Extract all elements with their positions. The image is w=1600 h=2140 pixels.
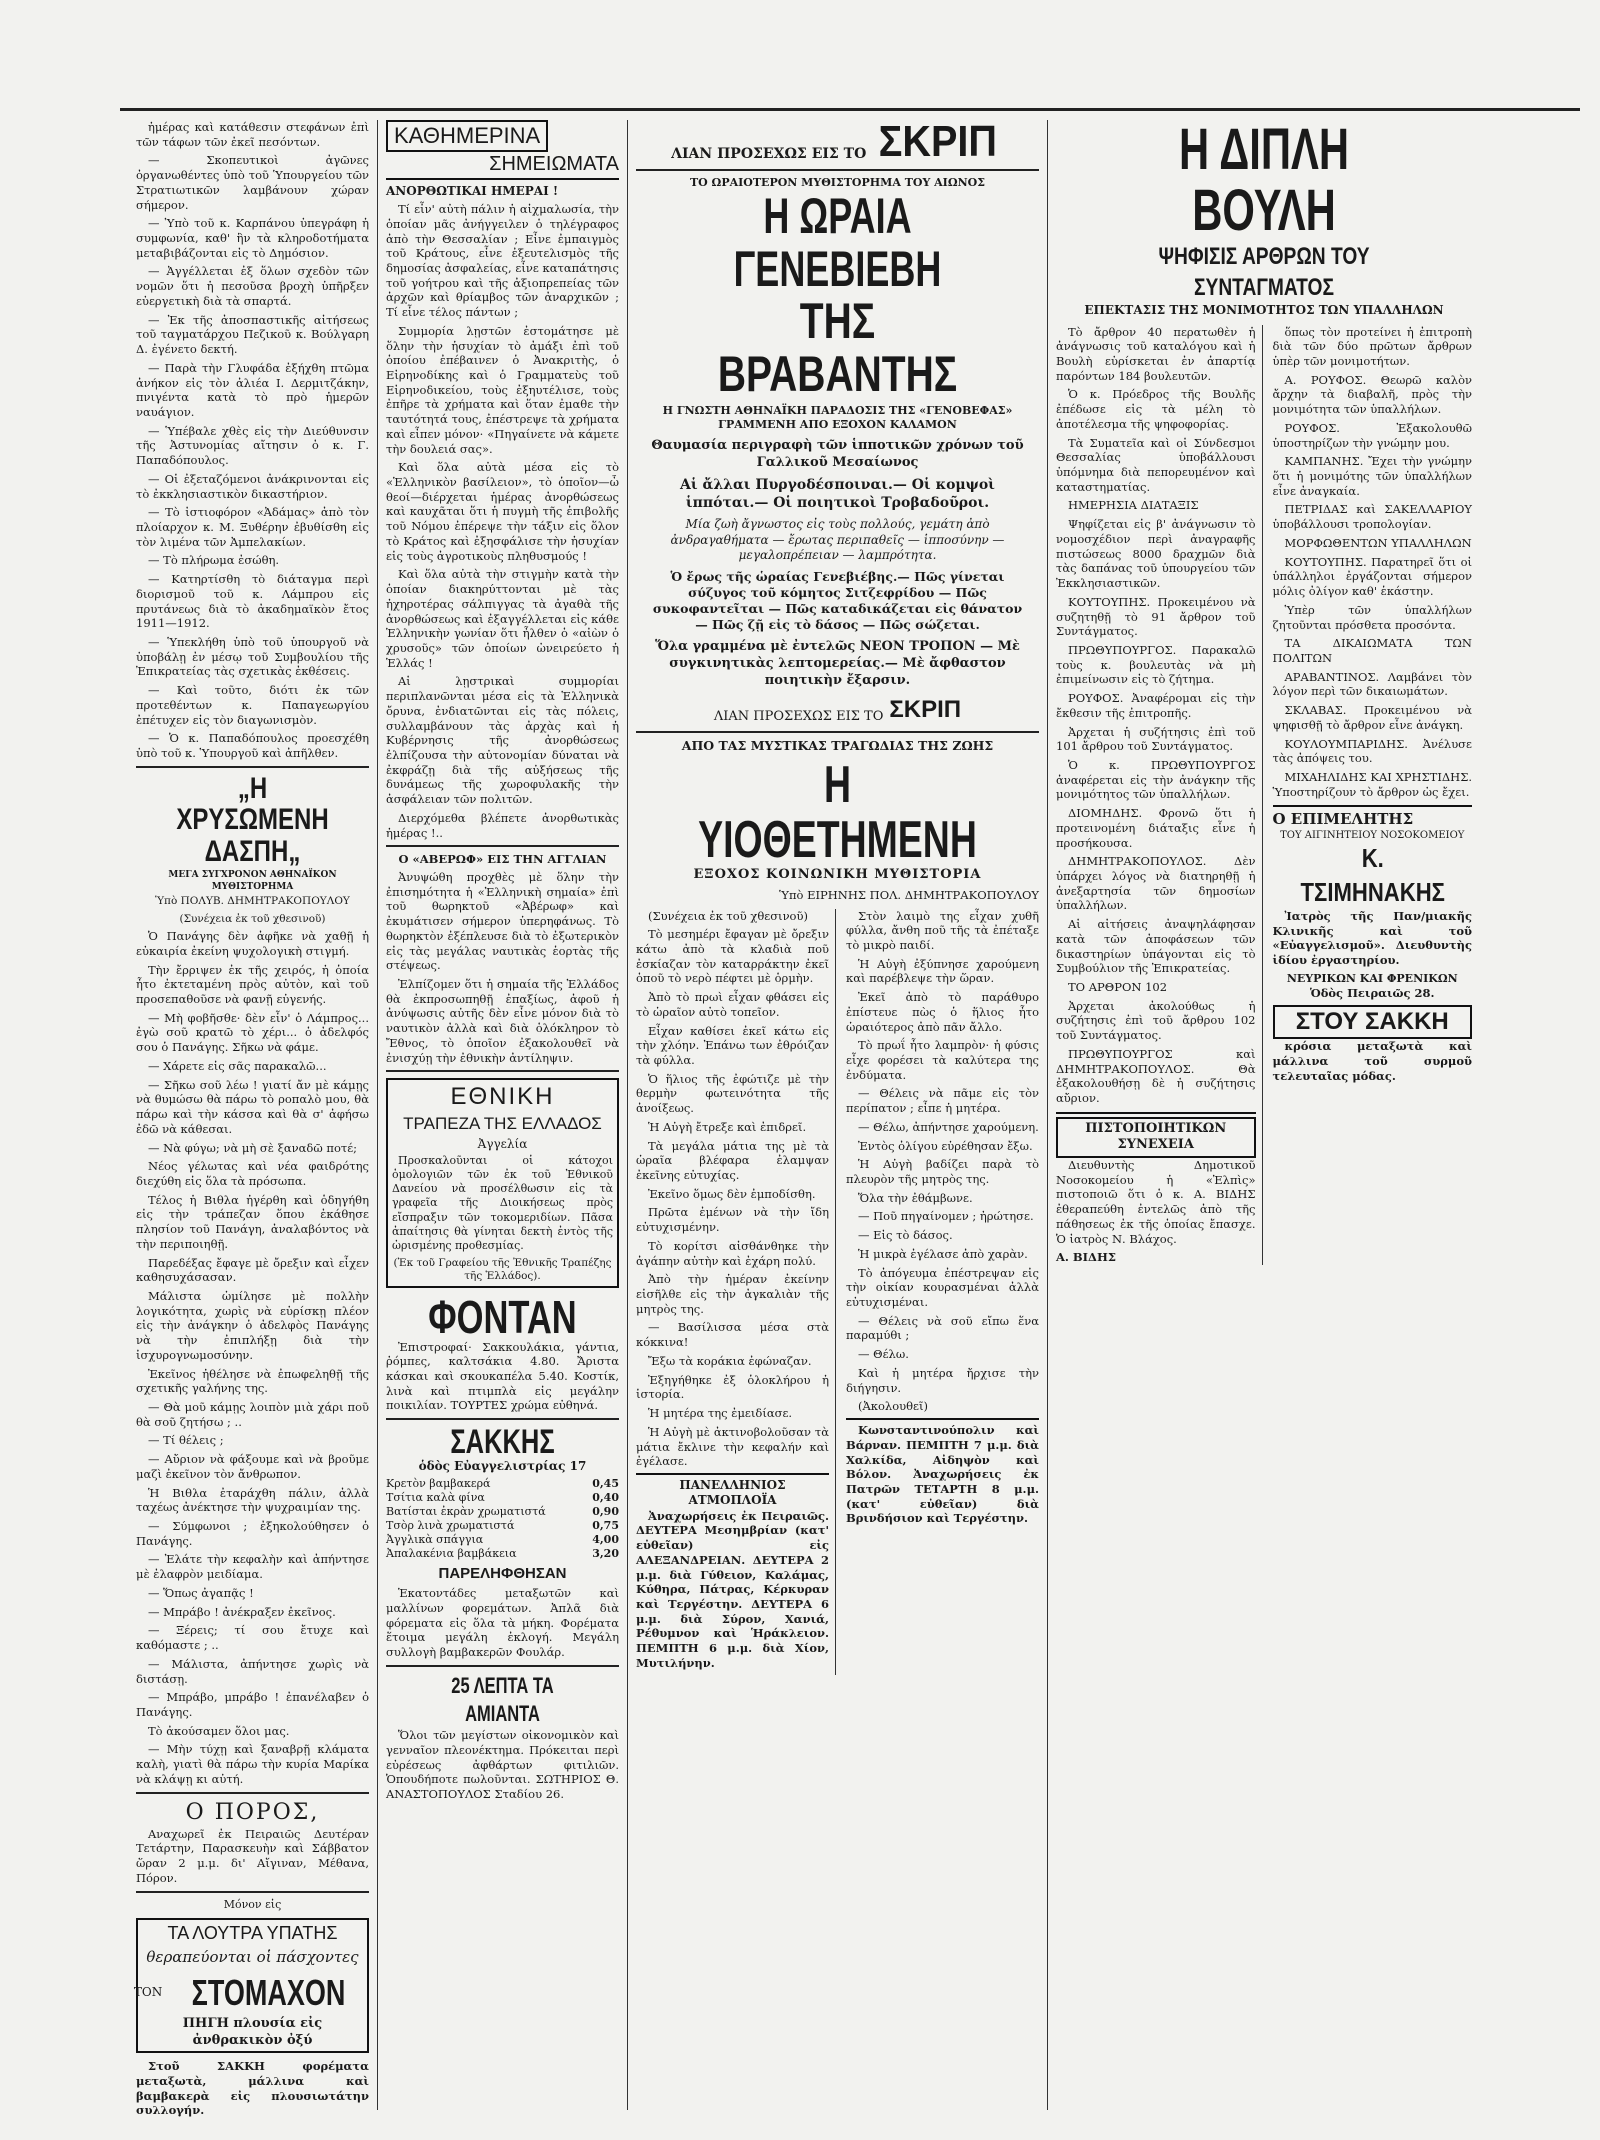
doctor-address: Ὁδὸς Πειραιῶς 28. bbox=[1309, 985, 1435, 1000]
news-item: ἡμέρας καὶ κατάθεσιν στεφάνων ἐπὶ τῶν τάφων τῶν ἐκεῖ πεσόντων. bbox=[136, 120, 369, 149]
news-item: — Ἐκ τῆς ἀποσπαστικῆς αἰτήσεως τοῦ ταγματάρχου Πεζικοῦ κ. Βούλγαρη Δ. ἐγένετο δεκτή. bbox=[136, 312, 369, 357]
article-paragraph: ΡΟΥΦΟΣ. Ἐξακολουθῶ ὑποστηρίζων τὴν γνώμην μου. bbox=[1272, 420, 1472, 450]
article-left bbox=[1056, 325, 1263, 1266]
bank-text: Προσκαλοῦνται οἱ κάτοχοι ὁμολογιῶν τῶν ἐκ τοῦ Ἐθνικοῦ Δανείου νὰ προσέλθωσιν εἰς τὰ γραφεῖα τῆς Διοικήσεως πρὸς εἴσπραξιν τῶν τοκομεριδίων. Πᾶσα ἀπαίτησις θὰ γίνηται δεκτὴ ἐντὸς τῆς ὡρισμένης προθεσμίας. bbox=[392, 1154, 613, 1252]
serial-paragraph: — Μπράβο, μπράβο ! ἐπανέλαβεν ὁ Πανάγης. bbox=[136, 1690, 369, 1719]
price-value: 0,40 bbox=[592, 1490, 619, 1504]
serial-paragraph: Ἡ Βιθλα ἐταράχθη πάλιν, ἀλλὰ ταχέως ἀνέκτησε τὴν ψυχραιμίαν της. bbox=[136, 1485, 369, 1515]
price-value: 3,20 bbox=[592, 1546, 619, 1560]
genevieve-title: Η ΩΡΑΙΑ ΓΕΝΕΒΙΕΒΗ bbox=[733, 188, 942, 297]
genevieve-line3: Μία ζωὴ ἄγνωστος εἰς τοὺς πολλούς, γεμάτη ἀπὸ ἀνδραγαθήματα — ἔρωτας περιπαθεῖς — ἱπποσύνην — μεγαλοπρέπειαν — λαμπρότητα. bbox=[670, 517, 1005, 563]
news-item: — Κατηρτίσθη τὸ διάταγμα περὶ διορισμοῦ τοῦ κ. Λάμπρου εἰς πρυτάνεως διὰ τὸ ἀκαδημαϊκὸν ἔτος 1911—1912. bbox=[136, 572, 369, 631]
sakki-text: κρόσια μεταξωτὰ καὶ μάλλινα τοῦ συρμοῦ τελευταῖας μόδας. bbox=[1272, 1039, 1472, 1083]
price-value: 0,90 bbox=[592, 1504, 619, 1518]
editorial-paragraph: Διερχόμεθα βλέπετε ἀνορθωτικὰς ἡμέρας !.. bbox=[386, 810, 619, 840]
top-rule bbox=[120, 108, 1580, 111]
genevieve-title2: ΤΗΣ ΒΡΑΒΑΝΤΗΣ bbox=[717, 293, 958, 402]
price-item: Κρετὸν βαμβακερά bbox=[386, 1476, 491, 1490]
price-item: Ἀπαλακένια βαμβάκεια bbox=[386, 1546, 517, 1560]
article-paragraph: ΠΕΤΡΙΔΑΣ καὶ ΣΑΚΕΛΛΑΡΙΟΥ ὑποβάλλουσι τροπολογίαν. bbox=[1272, 502, 1472, 532]
genevieve-line5: Ὅλα γραμμένα μὲ ἐντελῶς ΝΕΟΝ ΤΡΟΠΟΝ — Μὲ συγκινητικὰς λεπτομερείας.— Μὲ ἄφθαστον ποιητικὴν ἔξαρσιν. bbox=[655, 639, 1020, 688]
divider bbox=[386, 1665, 619, 1667]
serial-paragraph: — Εἰς τὸ δάσος. bbox=[858, 1228, 953, 1243]
doctor-ad bbox=[1273, 805, 1473, 1083]
ad-only-at: Μόνον εἰς bbox=[223, 1897, 282, 1911]
bank-title: ΕΘΝΙΚΗ bbox=[450, 1083, 555, 1111]
serial-paragraph: — Βασίλισσα μέσα στὰ κόκκινα! bbox=[636, 1320, 829, 1350]
main-headline: Η ΔΙΠΛΗ ΒΟΥΛΗ bbox=[1178, 117, 1349, 243]
serial-paragraph: Ἡ Αὐγὴ ἐξύπνησε χαρούμενη καὶ παρέβλεψε τὴν ὥραν. bbox=[846, 956, 1039, 986]
divider bbox=[636, 731, 1039, 733]
loutra-spring: ΠΗΓΗ πλουσία εἰς ἀνθρακικὸν ὀξύ bbox=[182, 2015, 323, 2048]
serial-over: ΑΠΟ ΤΑΣ ΜΥΣΤΙΚΑΣ ΤΡΑΓΩΔΙΑΣ ΤΗΣ ΖΩΗΣ bbox=[681, 737, 994, 753]
divider bbox=[386, 845, 619, 847]
news-paragraph: Ἀνυψώθη προχθὲς μὲ ὅλην τὴν ἐπισημότητα ἡ «Ἑλληνικὴ σημαία» ἐπὶ τοῦ θωρηκτοῦ «Ἀβέρωφ» καὶ ἐκυμάτισεν σήμερον ὑπερηφάνως. Τὸ θωρηκτὸν ἐξέπλευσε διὰ τὸ ἐξωτερικὸν εἰς τὰς μεγάλας ναυτικὰς ἑορτὰς τῆς στέψεως. bbox=[386, 870, 619, 973]
serial-paragraph: (Συνέχεια ἐκ τοῦ χθεσινοῦ) bbox=[648, 908, 808, 923]
serial-paragraph: — Ἐλάτε τὴν κεφαλὴν καὶ ἀπήντησε μὲ ἐλαφρὸν μειδίαμα. bbox=[136, 1552, 369, 1582]
article-paragraph: Τὰ Συματεῖα καὶ οἱ Σύνδεσμοι Θεσσαλίας ὑποβάλλουσι ὑπόμνημα διὰ πεπορευμένον καὶ καταστηματίας. bbox=[1056, 435, 1256, 494]
serial-paragraph: Τὴν ἔρριψεν ἐκ τῆς χειρός, ἡ ὁποία ἦτο ἐκτεταμένη πρὸς αὐτὸν, καὶ τοῦ προσεπαθοῦσε νὰ φανῇ εὐγενής. bbox=[136, 962, 369, 1007]
article-paragraph: ΜΟΡΦΩΘΕΝΤΩΝ ΥΠΑΛΛΗΛΩΝ bbox=[1284, 535, 1472, 550]
cert-ad bbox=[1056, 1112, 1256, 1265]
news-item: — Σκοπευτικοὶ ἀγῶνες ὀργανωθέντες ὑπὸ τοῦ Ὑπουργείου τῶν Στρατιωτικῶν λαμβάνουν χώραν σήμερον. bbox=[136, 153, 369, 212]
article-columns bbox=[1056, 325, 1472, 1266]
serial-right bbox=[846, 909, 1039, 1675]
main-sub2: ΕΠΕΚΤΑΣΙΣ ΤΗΣ ΜΟΝΙΜΟΤΗΤΟΣ ΤΩΝ ΥΠΑΛΛΗΛΩΝ bbox=[1084, 303, 1444, 318]
serial-paragraph: Ἐντὸς ὀλίγου εὑρέθησαν ἔξω. bbox=[858, 1138, 1033, 1153]
skrip-footer bbox=[636, 695, 1039, 726]
news-item: — Τὸ ἰστιοφόρον «Ἀδάμας» ἀπὸ τὸν πλοίαρχον κ. Μ. Ξυθέρην ἐβυθίσθη εἰς τὸν λιμένα τῶν Ἀμπελακίων. bbox=[136, 505, 369, 549]
main-subheadline: ΨΗΦΙΣΙΣ ΑΡΘΡΩΝ ΤΟΥ ΣΥΝΤΑΓΜΑΤΟΣ bbox=[1158, 242, 1370, 301]
article-paragraph: ΚΟΥΛΟΥΜΠΑΡΙΔΗΣ. Ἀνέλυσε τὰς ἀπόψεις του. bbox=[1272, 736, 1472, 766]
genevieve-line2: Αἱ ἄλλαι Πυργοδέσποιναι.— Οἱ κομψοὶ ἱππόται.— Οἱ ποιητικοὶ Τροβαδοῦροι. bbox=[680, 477, 995, 512]
editorial-paragraph: Συμμορία λῃστῶν ἐστομάτησε μὲ ὅλην τὴν ἡσυχίαν τὸ ἀμάξι ἐπὶ τοῦ ὁποίου ἐπέβαινεν ὁ Ἀνακριτὴς, ὁ Εἰρηνοδίκης καὶ ὁ Γραμματεὺς τοῦ Εἰρηνοδικείου, τοὺς ἐξηυτέλισε, τοὺς ἐπῆρε τὰ χρήματα καὶ ὅταν ἐμαθε τὴν ταυτότητά τους, ἐπέστρεψε τὰ χρήματα καὶ εἶπεν μόνον· «Πηγαίνετε νὰ κάμετε τὴν δουλειά σας». bbox=[386, 323, 619, 456]
serial-paragraph: Τὸ ἀπόγευμα ἐπέστρεψαν εἰς τὴν οἰκίαν κουρασμέναι ἀλλὰ εὐτυχισμέναι. bbox=[846, 1265, 1039, 1310]
news-item: — Καὶ τοῦτο, διότι ἐκ τῶν προτεθέντων κ. Παπαγεωργίου ἐπέτυχεν εἰς τὸν διαγωνισμὸν. bbox=[136, 683, 369, 727]
serial-paragraph: Ἡ Αὐγὴ μὲ ἀκτινοβολοῦσαν τὰ μάτια ἔκλινε τὴν κεφαλήν καὶ ἐγέλασε. bbox=[636, 1424, 829, 1469]
price-row bbox=[386, 1547, 619, 1561]
article-paragraph: ΠΡΩΘΥΠΟΥΡΓΟΣ. Παρακαλῶ τοὺς κ. βουλευτὰς νὰ μὴ ἐπιμείνωσιν εἰς τὸ ζήτημα. bbox=[1056, 642, 1256, 687]
serial-paragraph: Ἐκεῖνος ἠθέλησε νὰ ἐπωφεληθῇ τῆς σχετικῆς γαλήνης της. bbox=[136, 1366, 369, 1396]
sakkis-title: ΣΑΚΚΗΣ bbox=[450, 1423, 555, 1462]
article-paragraph: ΡΟΥΦΟΣ. Ἀναφέρομαι εἰς τὴν ἔκθεσιν τῆς ἐπιτροπῆς. bbox=[1056, 691, 1256, 720]
column-1 bbox=[128, 120, 378, 2118]
bank-ad bbox=[386, 1078, 619, 1287]
news-item: — Ἀγγέλλεται ἐξ ὅλων σχεδὸν τῶν νομῶν ὅτι ἡ πεσοῦσα βροχὴ ὑπῆρξεν εὐεργετικὴ διὰ τὰ σπαρτά. bbox=[136, 264, 369, 308]
serial-paragraph: — Τί θέλεις ; bbox=[148, 1433, 224, 1448]
serial-author: Ὑπὸ ΠΟΛΥΒ. ΔΗΜΗΤΡΑΚΟΠΟΥΛΟΥ bbox=[155, 895, 350, 908]
article-paragraph: Ὁ κ. Πρόεδρος τῆς Βουλῆς ἐπέδωσε εἰς τὰ μέλη τὸ ἀποτέλεσμα τῆς ψηφοφορίας. bbox=[1056, 387, 1256, 431]
loutra-cure: θεραπεύονται οἱ πάσχοντες bbox=[146, 1947, 359, 1966]
fontan-title: ΦΟΝΤΑΝ bbox=[428, 1290, 577, 1343]
article-paragraph: Α. ΡΟΥΦΟΣ. Θεωρῶ καλὸν ἄρχην τὰ διαβαλῆ, πρὸς τὴν μονιμότητα τῶν ὑπαλλήλων. bbox=[1272, 372, 1472, 417]
skrip-footer-text: ΛΙΑΝ ΠΡΟΣΕΧΩΣ ΕΙΣ ΤΟ bbox=[713, 709, 884, 725]
serial-paragraph: Ἀπὸ τὸ πρωὶ εἶχαν φθάσει εἰς τὸ ὡραῖον αὐτὸ τοπεῖον. bbox=[636, 990, 829, 1019]
price-item: Βατίσται ἐκρὰν χρωματιστά bbox=[386, 1504, 546, 1518]
serial-paragraph: Ὁ ἥλιος τῆς ἐφώτιζε μὲ τὴν θερμὴν φωτεινότητα τῆς ἀνοίξεως. bbox=[636, 1071, 829, 1116]
serial-paragraph: Ἡ μητέρα της ἐμειδίασε. bbox=[648, 1406, 793, 1421]
doctor-title: Ο ΕΠΙΜΕΛΗΤΗΣ bbox=[1272, 810, 1414, 829]
price-row bbox=[386, 1477, 619, 1491]
article-paragraph: Ὁ κ. ΠΡΩΘΥΠΟΥΡΓΟΣ ἀναφέρεται εἰς τὴν ἀνάγκην τῆς μονιμότητος τῶν ὑπαλλήλων. bbox=[1056, 757, 1256, 802]
article-paragraph: ΗΜΕΡΗΣΙΑ ΔΙΑΤΑΞΙΣ bbox=[1068, 498, 1199, 513]
editorial-paragraph: Τί εἶν' αὐτὴ πάλιν ἡ αἰχμαλωσία, τὴν ὁποίαν μᾶς ἀνήγγειλεν ὁ τηλέγραφος ἀπὸ τὴν Θεσσαλίαν ; Εἶνε ἐμπαιγμὸς τοῦ Κράτους, εἶνε ἐξευτελισμὸς τῆς δημοσίας ἀσφαλείας, εἶνε καταπάτησις τοῦ γοήτρου καὶ τῆς ἀξιοπρεπείας τῶν ἀρχῶν καὶ θρίαμβος τῶν ἀναρχικῶν ; Τί εἶνε τέλος πάντων ; bbox=[386, 202, 619, 320]
skrip-header-text: ΛΙΑΝ ΠΡΟΣΕΧΩΣ ΕΙΣ ΤΟ bbox=[671, 146, 867, 163]
price-row bbox=[386, 1519, 619, 1533]
serial-paragraph: Ὅλα τὴν ἐθάμβωνε. bbox=[858, 1190, 973, 1205]
fontan-text: Ἐπιστροφαί· Σακκουλάκια, γάντια, ῥόμπες, καλτσάκια 4.80. Ἄριστα κάσκαι καὶ σκουκαπέλα 5.40. Κοστίκ, λινὰ καὶ πτιμπλὰ εἰς μεγάλην ποικιλίαν. ΤΟΥΡΤΕΣ χρώμα εὐθηνά. bbox=[386, 1339, 619, 1413]
genevieve-desc: Η ΓΝΩΣΤΗ ΑΘΗΝΑΪΚΗ ΠΑΡΑΔΟΣΙΣ ΤΗΣ «ΓΕΝΟΒΕΦΑΣ» ΓΡΑΜΜΕΝΗ ΑΠΟ ΕΞΟΧΟΝ ΚΑΛΑΜΟΝ bbox=[662, 404, 1013, 432]
article-paragraph: ΠΡΩΘΥΠΟΥΡΓΟΣ καὶ ΔΗΜΗΤΡΑΚΟΠΟΥΛΟΣ. Θὰ ἐξακολουθήσῃ δὲ ἡ συζήτησις αὔριον. bbox=[1056, 1046, 1256, 1106]
serial-paragraph: — Ξέρεις; τί σου ἔτυχε καὶ καθόμαστε ; .. bbox=[136, 1623, 369, 1653]
serial-paragraph: — Ποῦ πηγαίνομεν ; ἠρώτησε. bbox=[858, 1209, 1034, 1224]
serial-paragraph: Ἡ Αὐγὴ ἔτρεξε καὶ ἐπιδρεῖ. bbox=[648, 1119, 807, 1134]
serial-paragraph: — Νὰ φύγω; νὰ μὴ σὲ ξαναδῶ ποτέ; bbox=[148, 1140, 358, 1155]
serial-columns bbox=[636, 909, 1039, 1675]
news-item: — Ὑπὸ τοῦ κ. Καρπάνου ὑπεγράφη ἡ συμφωνία, καθ' ἣν τὰ κληροδοτήματα μεταβιβάζονται εἰς τὸ Δημόσιον. bbox=[136, 216, 369, 260]
serial-paragraph: Παρεδέξας ἔφαγε μὲ ὄρεξιν καὶ εἶχεν καθησυχάσασαν. bbox=[136, 1255, 369, 1285]
price-value: 0,45 bbox=[592, 1476, 619, 1490]
serial-continuation: (Συνέχεια ἐκ τοῦ χθεσινοῦ) bbox=[179, 912, 326, 925]
news-item: — Παρὰ τὴν Γλυφάδα ἐξήχθη πτῶμα ἀνήκον εἰς τὸν ἀλιέα Ι. Δερμιτζάκην, πνιγέντα κατὰ τὸ πρὸ ἡμερῶν ναυάγιον. bbox=[136, 360, 369, 419]
skrip-header bbox=[636, 117, 1039, 166]
price-value: 4,00 bbox=[592, 1532, 619, 1546]
serial-paragraph: — Σύμφωνοι ; ἐξηκολούθησεν ὁ Πανάγης. bbox=[136, 1519, 369, 1548]
doctor-sub: ΤΟΥ ΑΙΓΙΝΗΤΕΙΟΥ ΝΟΣΟΚΟΜΕΙΟΥ bbox=[1280, 829, 1465, 841]
ship-ad bbox=[636, 1473, 829, 1671]
article-paragraph: ὅπως τὸν προτείνει ἡ ἐπιτροπὴ διὰ τῶν δύο πρῶτων ἄρθρων ὑπὲρ τῶν μονιμοτήτων. bbox=[1272, 324, 1472, 369]
amianta-title: 25 ΛΕΠΤΑ ΤΑ ΑΜΙΑΝΤΑ bbox=[451, 1672, 554, 1726]
cert-text: Διευθυντὴς Δημοτικοῦ Νοσοκομείου ἡ «Ἐλπὶς» πιστοποιῶ ὅτι ὁ κ. Α. ΒΙΔΗΣ ἐθεραπεύθη ἐντελῶς ἀπὸ τῆς πάθησεως ἐκ τῆς ὁποίας ἔπασχε. Ὁ ἰατρὸς Ν. Βλάχος. bbox=[1056, 1158, 1256, 1246]
serial-paragraph: — Θέλω, ἀπήντησε χαρούμενη. bbox=[858, 1119, 1039, 1134]
poros-text: Αναχωρεῖ ἐκ Πειραιῶς Δευτέραν Τετάρτην, Παρασκευὴν καὶ Σάββατον ὥραν 2 μ.μ. δι' Αἴγιναν, Μέθανα, Πόρον. bbox=[136, 1826, 369, 1885]
bank-title2: ΤΡΑΠΕΖΑ ΤΗΣ ΕΛΛΑΔΟΣ bbox=[403, 1114, 602, 1134]
price-item: Ἀγγλικὰ σπάγγια bbox=[386, 1532, 484, 1546]
serial-paragraph: — Μάλιστα, ἀπήντησε χωρὶς νὰ διστάσῃ. bbox=[136, 1656, 369, 1686]
serial-paragraph: Τὸ μεσημέρι ἔφαγαν μὲ ὄρεξιν κάτω ἀπὸ τὰ κλαδιὰ ποῦ ἐσκίαζαν τὸν καταρράκτην ἐκεῖ ὁποῦ τὸ νερὸ πέφτει μὲ ὁρμὴν. bbox=[636, 927, 829, 986]
loutra-title: ΤΑ ΛΟΥΤΡΑ ΥΠΑΤΗΣ bbox=[167, 1922, 338, 1943]
ship-text-2: Κωνσταντινούπολιν καὶ Βάρναν. ΠΕΜΠΤΗ 7 μ.μ. διὰ Χαλκίδα, Αἰδηψὸν καὶ Βόλον. Ἀναχωρήσεις ἐκ Πατρῶν ΤΕΤΑΡΤΗ 8 μ.μ. (κατ' εὐθεῖαν) διὰ Βρινδήσιον καὶ Τεργέστην. bbox=[846, 1418, 1039, 1526]
sakkis-arrived: ΠΑΡΕΛΗΦΘΗΣΑΝ bbox=[438, 1565, 567, 1583]
serial-paragraph: Στὸν λαιμὸ της εἶχαν χυθῆ φύλλα, ἄνθη ποῦ τῆς τὰ ἐπέταξε τὸ μικρὸ παιδί. bbox=[846, 908, 1039, 952]
article-paragraph: Ἀρχεται ἡ συζήτησις ἐπὶ τοῦ 101 ἄρθρου τοῦ Συντάγματος. bbox=[1056, 724, 1256, 754]
serial-paragraph: (Ἀκολουθεῖ) bbox=[858, 1399, 928, 1414]
serial-title: „Η ΧΡΥΣΩΜΕΝΗ ΔΑΣΠΗ„ bbox=[176, 771, 329, 868]
news-item: — Ὑπέβαλε χθὲς εἰς τὴν Διεύθυνσιν τῆς Ἀστυνομίας αἴτησιν ὁ κ. Γ. Παπαδόπουλος. bbox=[136, 423, 369, 468]
divider bbox=[386, 1418, 619, 1420]
serial-paragraph: Τὸ πρωΐ ἦτο λαμπρὸν· ἡ φύσις εἶχε φορέσει τὰ καλύτερα της ἐνδύματα. bbox=[846, 1038, 1039, 1082]
sakkis-ad: Στοῦ ΣΑΚΚΗ φορέματα μεταξωτὰ, μάλλινα καὶ βαμβακερὰ εἰς πλουσιωτάτην συλλογήν. bbox=[136, 2059, 369, 2118]
serial-paragraph: Τέλος ἡ Βιθλα ἠγέρθη καὶ ὁδηγήθη εἰς τὴν τράπεζαν ὅπου ἐκάθησε πλησίον τοῦ Πανάγη, ἀναλαβόντος νὰ τὴν περιποιηθῇ. bbox=[136, 1192, 369, 1251]
price-item: Τσίτια καλὰ φίνα bbox=[386, 1490, 485, 1504]
price-row bbox=[386, 1533, 619, 1547]
serial-paragraph: — Θέλεις νὰ πᾶμε εἰς τὸν περίπατον ; εἶπε ἡ μητέρα. bbox=[846, 1086, 1039, 1116]
bank-sign: (Ἐκ τοῦ Γραφείου τῆς Ἐθνικῆς Τραπέζης τῆς Ἑλλάδος). bbox=[393, 1256, 612, 1283]
news-item: — Τὸ πλήρωμα ἐσώθη. bbox=[148, 553, 280, 568]
price-value: 0,75 bbox=[592, 1518, 619, 1532]
serial-paragraph: Τὸ κορίτσι αἰσθάνθηκε τὴν ἀγάπην αὐτὴν καὶ ἐχάρη πολύ. bbox=[636, 1238, 829, 1268]
stomach-row bbox=[133, 1970, 363, 2016]
article-paragraph: Ὑπὲρ τῶν ὑπαλλήλων ζητοῦνται πρόσθετα προσόντα. bbox=[1272, 602, 1472, 632]
divider bbox=[136, 1792, 369, 1794]
sakkis-address: ὁδὸς Εὐαγγελιστρίας 17 bbox=[418, 1459, 587, 1474]
serial-left bbox=[636, 909, 836, 1675]
skrip-subtitle: ΤΟ ΩΡΑΙΟΤΕΡΟΝ ΜΥΘΙΣΤΟΡΗΜΑ ΤΟΥ ΑΙΩΝΟΣ bbox=[689, 176, 986, 189]
bank-notice: Ἀγγελία bbox=[477, 1136, 528, 1151]
serial-paragraph: — Θὰ μοῦ κάμῃς λοιπὸν μιὰ χάρι ποῦ θὰ σοῦ ζητήσω ; .. bbox=[136, 1400, 369, 1429]
serial-paragraph: Εἶχαν καθίσει ἐκεῖ κάτω εἰς τὴν χλόην. Ἐπάνω των ἐθρόιζαν τὰ φύλλα. bbox=[636, 1023, 829, 1067]
news-item: — Ὑπεκλήθη ὑπὸ τοῦ ὑπουργοῦ νὰ ὑποβάλῃ ἐν μέσῳ τοῦ Συμβουλίου τῆς Ἐπικρατείας τὰς σχετικὰς ἐκθέσεις. bbox=[136, 635, 369, 679]
article-right bbox=[1273, 325, 1473, 1266]
serial-paragraph: Τὰ μεγάλα μάτια της μὲ τὰ ὡραῖα βλέφαρα ἐλαμψαν ἐκεῖνης εὐτυχίας. bbox=[636, 1138, 829, 1182]
serial-paragraph: Ἐκεῖ ἀπὸ τὸ παράθυρο ἐπίστευε πὼς ὁ ἥλιος ἦτο ὡραιότερος ἀπὸ πᾶν ἄλλο. bbox=[846, 990, 1039, 1034]
section-heading: ΑΝΟΡΘΩΤΙΚΑΙ ΗΜΕΡΑΙ ! bbox=[386, 183, 559, 198]
column-3 bbox=[628, 117, 1048, 2110]
price-row bbox=[386, 1491, 619, 1505]
article-paragraph: ΚΟΥΤΟΥΠΗΣ. Παρατηρεῖ ὅτι οἱ ὑπάλληλοι ἐργάζονται σήμερον μόλις ὀλίγον καθ' ἑκάστην. bbox=[1272, 554, 1472, 599]
column-2 bbox=[378, 120, 628, 2110]
section-heading: Ο «ΑΒΕΡΩΦ» ΕΙΣ ΤΗΝ ΑΓΓΛΙΑΝ bbox=[398, 852, 607, 867]
serial-paragraph: — Σῆκω σοῦ λέω ! γιατί ἄν μὲ κάμῃς νὰ θυμώσω θὰ πάρω τὸ ροπαλὸ μου, θὰ πάρω καὶ τὴν κάσσα καὶ θὰ σ' ἀφήσω ἐδῶ νὰ κάθεσαι. bbox=[136, 1077, 369, 1136]
serial-paragraph: Ὁ Πανάγης δὲν ἀφῆκε νὰ χαθῇ ἡ εὐκαιρία ἐκείνη ψυχολογικὴ στιγμή. bbox=[136, 929, 369, 958]
ship-title: ΠΑΝΕΛΛΗΝΙΟΣ ΑΤΜΟΠΛΟΪΑ bbox=[679, 1477, 786, 1508]
article-paragraph: Ψηφίζεται εἰς β' ἀνάγνωσιν τὸ νομοσχέδιον περὶ ἀναγραφῆς πιστώσεως 8000 δραχμῶν διὰ τὰς δαπάνας τοῦ ὑπουργείου τῶν Ἐκκλησιαστικῶν. bbox=[1056, 517, 1256, 591]
serial-paragraph: Ἔξω τὰ κοράκια ἐφώναζαν. bbox=[648, 1353, 812, 1368]
serial-paragraph: Ἡ Αὐγὴ βαδίζει παρὰ τὸ πλευρὸν τῆς μητρὸς της. bbox=[846, 1157, 1039, 1186]
ship-text: Ἀναχωρήσεις ἐκ Πειραιῶς. ΔΕΥΤΕΡΑ Μεσημβρίαν (κατ' εὐθεῖαν) εἰς ΑΛΕΞΑΝΔΡΕΙΑΝ. ΔΕΥΤΕΡΑ 2 μ.μ. διὰ Γύθειον, Καλάμας, Κύθηρα, Πάτρας, Κέρκυραν καὶ Τεργέστην. ΔΕΥΤΕΡΑ 6 μ.μ. διὰ Σύρον, Χανιά, Ρέθυμνον καὶ Ἡράκλειον. ΠΕΜΠΤΗ 6 μ.μ. διὰ Χίον, Μυτιλήνην. bbox=[636, 1508, 829, 1670]
doctor-spec: ΝΕΥΡΙΚΩΝ ΚΑΙ ΦΡΕΝΙΚΩΝ bbox=[1286, 971, 1458, 985]
serial-paragraph: Ἀπὸ τὴν ἡμέραν ἐκείνην εἰσῆλθε εἰς τὴν ἀγκαλιὰν τῆς μητρὸς της. bbox=[636, 1272, 829, 1316]
serial-paragraph: Ἡ μικρὰ ἐγέλασε ἀπὸ χαρὰν. bbox=[858, 1246, 1028, 1261]
serial-subtitle: ΜΕΓΑ ΣΥΓΧΡΟΝΟΝ ΑΘΗΝΑΪΚΟΝ ΜΥΘΙΣΤΟΡΗΜΑ bbox=[168, 870, 337, 892]
sakki-title: ΣΤΟΥ ΣΑΚΚΗ bbox=[1273, 1005, 1473, 1040]
genevieve-line4: Ὁ ἔρως τῆς ὡραίας Γενεβιέβης.— Πῶς γίνεται σύζυγος τοῦ κόμητος Σιτζεφρίδου — Πῶς συκοφαντεῖται — Πῶς καταδικάζεται εἰς θάνατον — Πῶς ζῇ εἰς τὸ δάσος — Πῶς σώζεται. bbox=[652, 569, 1023, 633]
article-paragraph: ΤΟ ΑΡΘΡΟΝ 102 bbox=[1068, 980, 1168, 995]
serial-paragraph: Τὸ ἀκούσαμεν ὅλοι μας. bbox=[148, 1723, 290, 1738]
serial-title: Η ΥΙΟΘΕΤΗΜΕΝΗ bbox=[698, 755, 977, 869]
serial-paragraph: Ἐξηγήθηκε ἐξ ὁλοκλήρου ἡ ἱστορία. bbox=[636, 1372, 829, 1402]
news-paragraph: Ἐλπίζομεν ὅτι ἡ σημαία τῆς Ἑλλάδος θὰ ἐκπροσωπηθῇ ἐπαξίως, ἀφοῦ ἡ ἀνύψωσις αὐτῆς δὲν εἶνε μόνον διὰ τὸ ναυτικὸν ἀλλὰ καὶ διὰ ὁλόκληρον τὸ Ἔθνος, τὸ ὁποῖον ἐξακολουθεῖ νὰ ἐνισχύῃ τὴν ἐθνικὴν ἀντίληψιν. bbox=[386, 977, 619, 1065]
editorial-paragraph: Αἱ λῃστρικαὶ συμμορίαι περιπλανῶνται μέσα εἰς τὰ Ἑλληνικὰ ὄρυνα, ἐνδιατῶνται εἰς τὰς πόλεις, συλλαμβάνουν τὰς ἀρχὰς καὶ ἡ Κυβέρνησις τῆς ἀνορθώσεως ἐλπίζουσα τὴν αὐτονομίαν δύναται νὰ ἐκφράζῃ διὰ τῆς αὐξήσεως τῆς δυνάμεως τῆς χωροφυλακῆς τὴν ἀσφάλειαν τῶν πολιτῶν. bbox=[386, 674, 619, 807]
serial-paragraph: — Μὴν τύχῃ καὶ ξαναβρῇ κλάματα καλὴ, γιατὶ θὰ πάρω τὴν κυρία Μαρίκα νὰ κλάψῃ κι αὐτή. bbox=[136, 1742, 369, 1786]
serial-paragraph: — Αὔριον νὰ φάξουμε καὶ νὰ βροῦμε μαζὶ ἐκεῖνον τὸν ἄνθρωπον. bbox=[136, 1452, 369, 1481]
price-item: Τσὸρ λινὰ χρωματιστά bbox=[386, 1518, 515, 1532]
article-paragraph: ΤΑ ΔΙΚΑΙΩΜΑΤΑ ΤΩΝ ΠΟΛΙΤΩΝ bbox=[1272, 636, 1472, 665]
article-paragraph: ΣΚΛΑΒΑΣ. Προκειμένου νὰ ψηφισθῇ τὸ ἄρθρον εἶνε ἀνάγκη. bbox=[1272, 703, 1472, 732]
divider bbox=[136, 1891, 369, 1893]
cert-sign: Α. ΒΙΔΗΣ bbox=[1056, 1250, 1116, 1265]
divider bbox=[136, 766, 369, 768]
serial-paragraph: Νέος γέλωτας καὶ νέα φαιδρότης διεχύθη εἰς ὅλα τὰ πρόσωπα. bbox=[136, 1159, 369, 1188]
kathimerina-heading: ΚΑΘΗΜΕΡΙΝΑ bbox=[386, 120, 548, 152]
editorial-paragraph: Καὶ ὅλα αὐτὰ τὴν στιγμὴν κατὰ τὴν ὁποίαν διακηρύττονται μὲ τὰς ἠχηροτέρας σάλπιγγας τὰ ἀγαθὰ τῆς ἀνορθώσεως καὶ ἐξαγγέλλεται εἰς κάθε Ἑλληνικὴν γωνίαν ὅτι ἦλθεν ὁ «αἰὼν ὁ χρυσοῦς» τῶν ὁποίων ὠνειρεύετο ἡ Ἑλλάς ! bbox=[386, 567, 619, 670]
loutra-ad bbox=[133, 1918, 369, 2054]
article-paragraph: ΚΑΜΠΑΝΗΣ. Ἔχει τὴν γνώμην ὅτι ἡ μονιμότης τῶν ὑπαλλήλων εἶνε ἀναγκαία. bbox=[1272, 454, 1472, 498]
cert-title: ΠΙΣΤΟΠΟΙΗΤΙΚΩΝ ΣΥΝΕΧΕΙΑ bbox=[1056, 1117, 1256, 1158]
simeiomata-heading: ΣΗΜΕΙΩΜΑΤΑ bbox=[386, 152, 619, 180]
poros-title: Ο ΠΟΡΟΣ, bbox=[185, 1799, 320, 1825]
serial-paragraph: — Χάρετε εἰς σᾶς παρακαλῶ... bbox=[148, 1058, 327, 1073]
serial-paragraph: — Μὴ φοβῆσθε· δὲν εἶν' ὁ Λάμπρος... ἐγὼ σοῦ κρατῶ τὸ χέρι... ὁ ἀδελφός σου ὁ Πανάγης. Σῆκω νὰ φάμε. bbox=[136, 1010, 369, 1055]
news-item: — Ὁ κ. Παπαδόπουλος προεσχέθη ὑπὸ τοῦ κ. Ὑπουργοῦ καὶ ἀπῆλθεν. bbox=[136, 731, 369, 761]
sakkis-arrived-text: Ἑκατοντάδες μεταξωτῶν καὶ μαλλίνων φορεμάτων. Ἀπλᾶ διὰ φόρεματα εἰς ὅλα τὰ μήκη. Φορέματα ἕτοιμα μεγάλη ἐκλογή. Μεγάλη συλλογὴ βαμβακερῶν Φουλάρ. bbox=[386, 1586, 619, 1660]
skrip-logo: ΣΚΡΙΠ bbox=[878, 117, 998, 166]
article-paragraph: ΚΟΥΤΟΥΠΗΣ. Προκειμένου νὰ συζητηθῇ τὸ 91 ἄρθρον τοῦ Συντάγματος. bbox=[1056, 594, 1256, 639]
serial-paragraph: Πρῶτα ἐμένων νὰ τὴν ἴδη εὐτυχισμένην. bbox=[636, 1205, 829, 1235]
doctor-text: Ἰατρὸς τῆς Παν/μιακῆς Κλινικῆς καὶ τοῦ «Εὐαγγελισμοῦ». Διευθυντὴς ἰδίου ἐργαστηρίου. bbox=[1272, 908, 1472, 968]
stomach-ton: ΤΟΝ bbox=[133, 1985, 163, 2000]
serial-subtitle: ΕΞΟΧΟΣ ΚΟΙΝΩΝΙΚΗ ΜΥΘΙΣΤΟΡΙΑ bbox=[693, 867, 982, 883]
serial-paragraph: Καὶ ἡ μητέρα ἤρχισε τὴν διήγησιν. bbox=[846, 1365, 1039, 1395]
article-paragraph: Αἱ αἰτήσεις ἀναψηλάφησαν κατὰ τῶν ἀποφάσεων τῶν δικαστηρίων ὑπάγονται εἰς τὸ Συμβούλιον τῆς Ἐπικρατείας. bbox=[1056, 917, 1256, 976]
article-paragraph: ΔΗΜΗΤΡΑΚΟΠΟΥΛΟΣ. Δὲν ὑπάρχει λόγος νὰ διατηρηθῇ ἡ ἀνεξαρτησία τῶν δημοσίων ὑπαλλήλων. bbox=[1056, 854, 1256, 913]
serial-paragraph: — Θέλεις νὰ σοῦ εἴπω ἕνα παραμύθι ; bbox=[846, 1313, 1039, 1343]
skrip-footer-logo: ΣΚΡΙΠ bbox=[889, 696, 962, 724]
article-paragraph: ΔΙΟΜΗΔΗΣ. Φρονῶ ὅτι ἡ προτεινομένη διάταξις εἶνε ἡ προσήκουσα. bbox=[1056, 806, 1256, 850]
price-row bbox=[386, 1505, 619, 1519]
column-4 bbox=[1048, 117, 1480, 2110]
serial-paragraph: Ἐκεῖνο ὅμως δὲν ἐμποδίσθη. bbox=[648, 1186, 816, 1201]
article-paragraph: Ἀρχεται ἀκολούθως ἡ συζήτησις ἐπὶ τοῦ ἄρθρου 102 τοῦ Συντάγματος. bbox=[1056, 998, 1256, 1043]
columns bbox=[128, 117, 1580, 2118]
serial-paragraph: — Μπράβο ! ἀνέκραξεν ἐκεῖνος. bbox=[148, 1604, 336, 1619]
news-item: — Οἱ ἐξεταζόμενοι ἀνάκρινονται εἰς τὸ ἐκκλησιαστικὸν δικαστήριον. bbox=[136, 471, 369, 501]
amianta-text: Ὅλοι τῶν μεγίστων οἰκονομικὸν καὶ γενναῖον πλεονέκτημα. Πρόκειται περὶ εὐρέσεως ἀφθάρτων φιτιλιῶν. Ὁπουδήποτε πωλοῦνται. ΣΩΤΗΡΙΟΣ Θ. ΑΝΑΣΤΟΠΟΥΛΟΣ Σταδίου 26. bbox=[386, 1728, 619, 1801]
article-paragraph: Τὸ ἄρθρον 40 περατωθὲν ἡ ἀνάγνωσις τοῦ καταλόγου καὶ ἡ Βουλὴ εὑρίσκεται ἐν ἀπαρτίᾳ παρόντων 184 βουλευτῶν. bbox=[1056, 324, 1256, 383]
divider bbox=[636, 169, 1039, 171]
editorial-paragraph: Καὶ ὅλα αὐτὰ μέσα εἰς τὸ «Ἑλληνικὸν βασίλειον», τὸ ὁποῖον—ὦ θεοί—διέρχεται ἡμέρας ἀνορθώσεως καὶ καυχᾶται ὅτι ἡ πυγμὴ τῆς ἐπιβολῆς τοῦ Νόμου ἐπέρεψε τὴν τάξιν εἰς ὅλον τὸ Κράτος καὶ ἐξησφάλισε τὴν ἡσυχίαν εἰς τοὺς ἀγροτικοὺς πληθυσμούς ! bbox=[386, 460, 619, 563]
serial-author: Ὑπὸ ΕΙΡΗΝΗΣ ΠΟΛ. ΔΗΜΗΤΡΑΚΟΠΟΥΛΟΥ bbox=[779, 887, 1039, 902]
serial-paragraph: — Θέλω. bbox=[858, 1347, 909, 1362]
doctor-name: Κ. ΤΣΙΜΗΝΑΚΗΣ bbox=[1300, 843, 1445, 907]
divider bbox=[386, 1070, 619, 1072]
serial-paragraph: Μάλιστα ὡμίλησε μὲ πολλὴν λογικότητα, χωρὶς νὰ εὑρίσκῃ πλέον εἰς τὴν ἀνάγκην ὁ ἀδελφὸς Πανάγης νὰ τὴν ἐπιπλήξῃ διὰ τὴν ἰσχυρογνωμοσύνην. bbox=[136, 1288, 369, 1362]
serial-paragraph: — Ὅπως ἀγαπᾷς ! bbox=[148, 1585, 254, 1600]
stomach-word: ΣΤΟΜΑΧΟΝ bbox=[191, 1971, 346, 2013]
article-paragraph: ΜΙΧΑΗΛΙΔΗΣ ΚΑΙ ΧΡΗΣΤΙΔΗΣ. Ὑποστηρίζουν τὸ ἄρθρον ὡς ἔχει. bbox=[1272, 769, 1472, 799]
genevieve-line1: Θαυμασία περιγραφὴ τῶν ἱπποτικῶν χρόνων τοῦ Γαλλικοῦ Μεσαίωνος bbox=[651, 438, 1024, 470]
article-paragraph: ΑΡΑΒΑΝΤΙΝΟΣ. Λαμβάνει τὸν λόγον περὶ τῶν δικαιωμάτων. bbox=[1272, 669, 1472, 699]
